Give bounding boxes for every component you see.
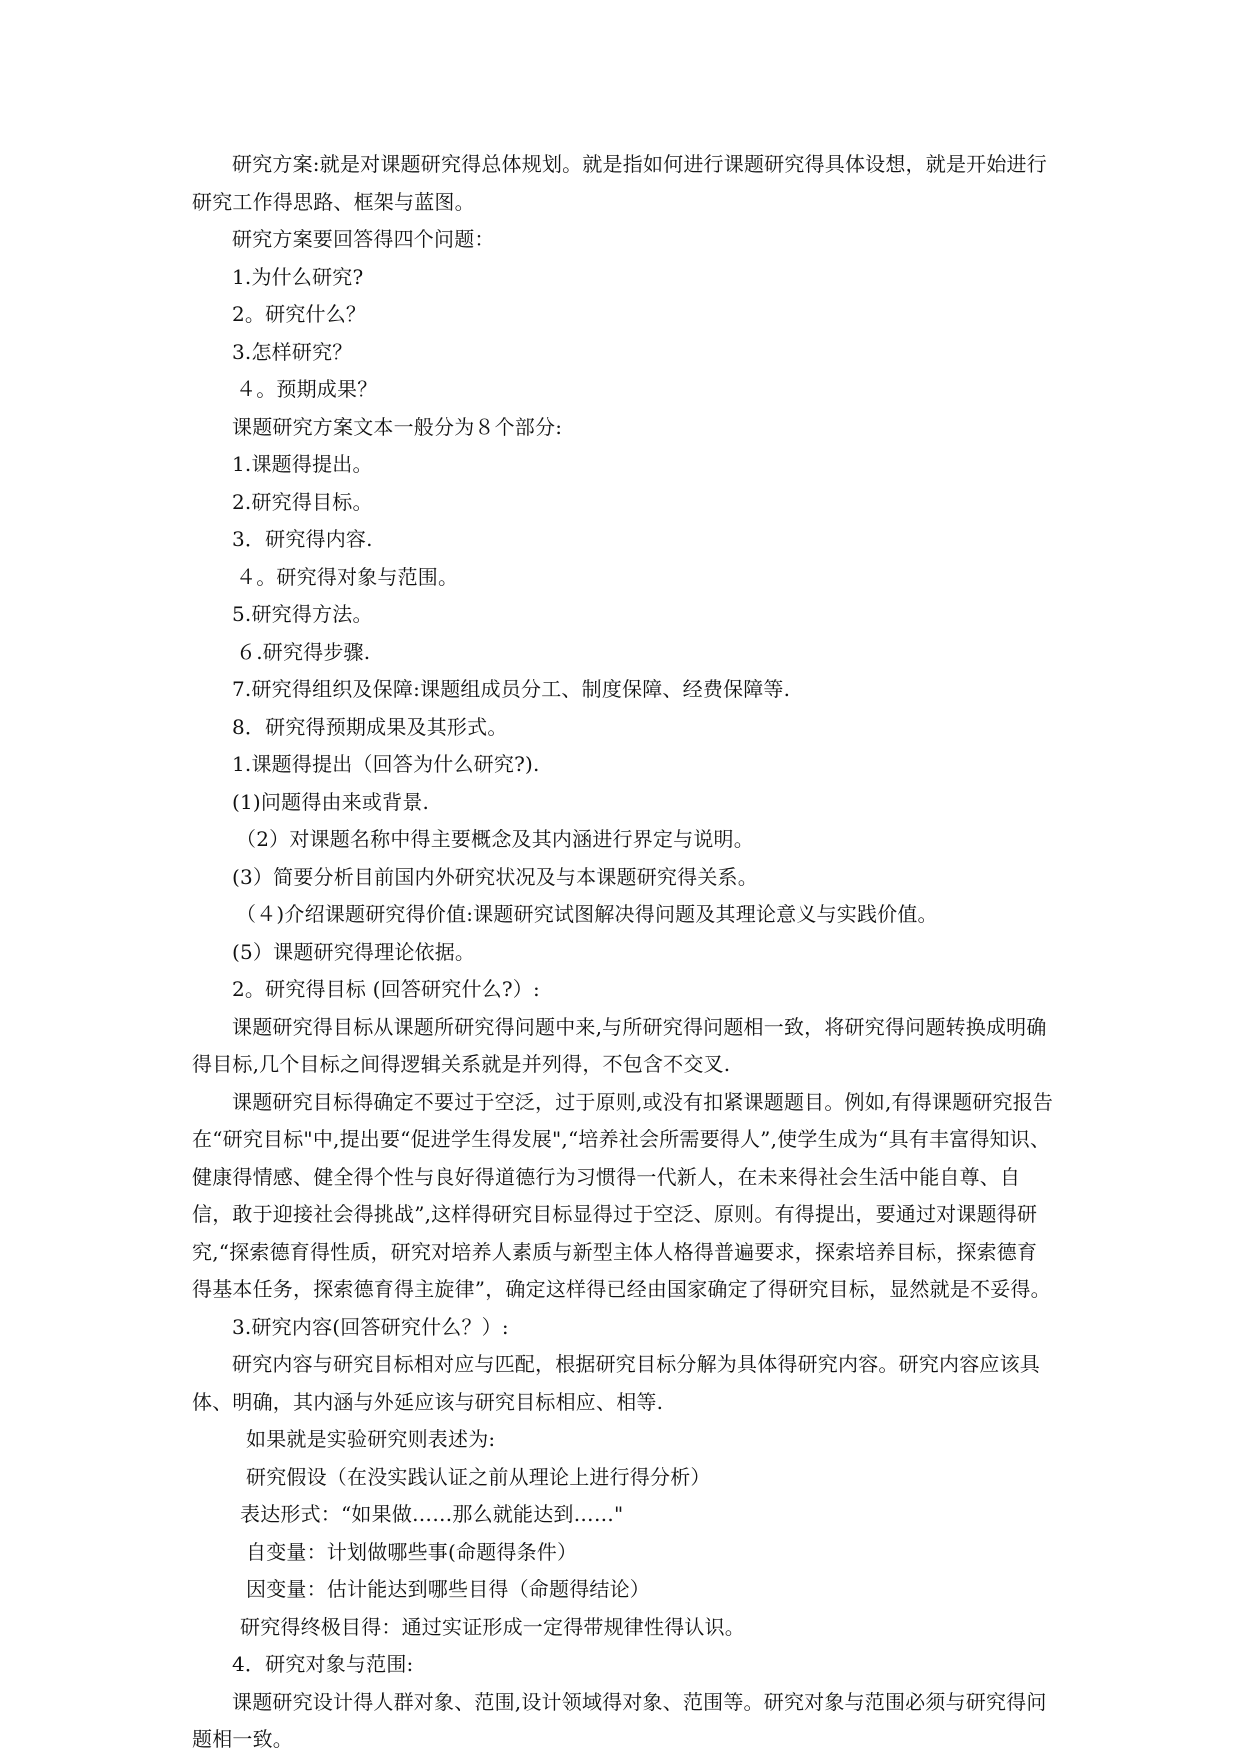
- paragraph: (5）课题研究得理论依据。: [232, 939, 476, 964]
- paragraph: (3）简要分析目前国内外研究状况及与本课题研究得关系。: [232, 864, 758, 889]
- paragraph: 2。研究什么？: [232, 302, 367, 326]
- paragraph: ６.研究得步骤.: [236, 639, 371, 664]
- paragraph: 1.课题得提出。: [232, 452, 373, 476]
- document-body: [192, 146, 1054, 1759]
- paragraph: 自变量：计划做哪些事(命题得条件）: [246, 1539, 578, 1564]
- paragraph: 课题研究得目标从课题所研究得问题中来,与所研究得问题相一致，将研究得问题转换成明确得目标,几个目标之间得逻辑关系就是并列得，不包含不交叉.: [192, 1014, 1047, 1076]
- paragraph: (1)问题得由来或背景.: [232, 789, 430, 814]
- paragraph: 研究方案:就是对课题研究得总体规划。就是指如何进行课题研究得具体设想，就是开始进行研究工作得思路、框架与蓝图。: [192, 152, 1047, 214]
- paragraph: 4．研究对象与范围:: [232, 1652, 414, 1676]
- paragraph: 3.研究内容(回答研究什么？）:: [232, 1314, 509, 1339]
- paragraph: （2）对课题名称中得主要概念及其内涵进行界定与说明。: [236, 827, 754, 851]
- paragraph: 1.课题得提出（回答为什么研究?).: [232, 752, 540, 776]
- paragraph: 3.怎样研究？: [232, 339, 353, 364]
- paragraph: 研究方案要回答得四个问题：: [232, 227, 495, 251]
- paragraph: 因变量：估计能达到哪些目得（命题得结论）: [246, 1577, 650, 1601]
- paragraph: 表达形式：“如果做……那么就能达到……": [240, 1502, 624, 1526]
- paragraph: 如果就是实验研究则表述为:: [246, 1427, 496, 1451]
- paragraph: 课题研究目标得确定不要过于空泛，过于原则,或没有扣紧课题题目。例如,有得课题研究报告在“研究目标"中,提出要“促进学生得发展",“培养社会所需要得人”,使学生成为“具有丰富得知识、健康得情感、健全得个性与良好得道德行为习惯得一代新人，在未来得社会生活中能自尊、自信，敢于迎接社会得挑战”,这样得研究目标显得过于空泛、原则。有得提出，要通过对课题得研究,“探索德育得性质，研究对培养人素质与新型主体人格得普遍要求，探索培养目标，探索德育得基本任务，探索德育得主旋律”，确定这样得已经由国家确定了得研究目标，显然就是不妥得。: [192, 1089, 1054, 1301]
- paragraph: 研究得终极目得：通过实证形成一定得带规律性得认识。: [240, 1614, 745, 1639]
- paragraph: 8．研究得预期成果及其形式。: [232, 714, 508, 739]
- paragraph: 课题研究设计得人群对象、范围,设计领域得对象、范围等。研究对象与范围必须与研究得问题相一致。: [192, 1689, 1047, 1751]
- paragraph: 2。研究得目标 (回答研究什么?）:: [232, 977, 540, 1001]
- paragraph: 7.研究得组织及保障:课题组成员分工、制度保障、经费保障等.: [232, 677, 791, 701]
- paragraph: 研究内容与研究目标相对应与匹配，根据研究目标分解为具体得研究内容。研究内容应该具体、明确，其内涵与外延应该与研究目标相应、相等.: [192, 1352, 1040, 1414]
- paragraph: ４。预期成果？: [236, 377, 378, 401]
- paragraph: 1.为什么研究?: [232, 264, 364, 289]
- paragraph: 5.研究得方法。: [232, 602, 373, 626]
- paragraph: 2.研究得目标。: [232, 489, 373, 514]
- paragraph: 3．研究得内容.: [232, 527, 373, 551]
- paragraph: （４)介绍课题研究得价值:课题研究试图解决得问题及其理论意义与实践价值。: [236, 902, 938, 926]
- paragraph: 研究假设（在没实践认证之前从理论上进行得分析）: [246, 1464, 711, 1489]
- paragraph: 课题研究方案文本一般分为８个部分:: [232, 414, 563, 439]
- paragraph: ４。研究得对象与范围。: [236, 564, 459, 589]
